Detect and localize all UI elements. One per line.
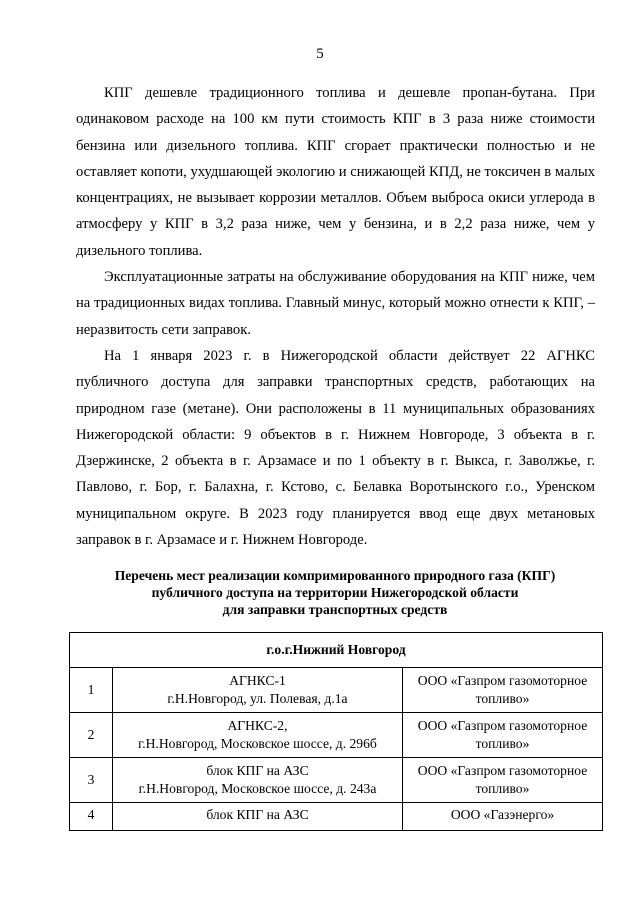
city-header: г.о.г.Нижний Новгород	[70, 633, 603, 668]
table-title	[60, 567, 610, 618]
table-row	[70, 758, 603, 803]
city-header-row	[70, 633, 603, 668]
station-cell	[113, 803, 403, 831]
station-name: АГНКС-2,	[227, 718, 288, 733]
table-row	[70, 803, 603, 831]
table-row	[70, 668, 603, 713]
station-cell	[113, 668, 403, 713]
table-row	[70, 713, 603, 758]
operator-cell	[403, 713, 603, 758]
row-number: 2	[70, 713, 113, 758]
operator-name: топливо»	[475, 781, 530, 796]
operator-name: топливо»	[475, 691, 530, 706]
station-cell	[113, 758, 403, 803]
row-number: 4	[70, 803, 113, 831]
operator-cell	[403, 758, 603, 803]
table-title-line: публичного доступа на территории Нижегородской области	[151, 585, 519, 600]
paragraph: Эксплуатационные затраты на обслуживание оборудования на КПГ ниже, чем на традиционных видах топлива. Главный минус, который можно отнести к КПГ, – неразвитость сети заправок.	[76, 269, 595, 338]
row-number: 1	[70, 668, 113, 713]
station-name: АГНКС-1	[229, 673, 286, 688]
row-number: 3	[70, 758, 113, 803]
table-title-line: Перечень мест реализации компримированного природного газа (КПГ)	[114, 568, 556, 583]
station-name: блок КПГ на АЗС	[206, 763, 309, 778]
body-text	[76, 80, 595, 553]
operator-name: топливо»	[475, 736, 530, 751]
table-title-line: для заправки транспортных средств	[222, 602, 448, 617]
operator-name: ООО «Газпром газомоторное	[417, 673, 588, 688]
station-address: г.Н.Новгород, Московское шоссе, д. 296б	[138, 736, 377, 751]
operator-cell	[403, 803, 603, 831]
operator-name: ООО «Газпром газомоторное	[417, 763, 588, 778]
operator-name: ООО «Газпром газомоторное	[417, 718, 588, 733]
station-name: блок КПГ на АЗС	[206, 807, 309, 822]
station-cell	[113, 713, 403, 758]
paragraph: На 1 января 2023 г. в Нижегородской области действует 22 АГНКС публичного доступа для заправки транспортных средств, работающих на природном газе (метане). Они расположены в 11 муниципальных образованиях Нижегородской области: 9 объектов в г. Нижнем Новгороде, 3 объекта в г. Дзержинске, 2 объекта в г. Арзамасе и по 1 объекту в г. Выкса, г. Заволжье, г. Павлово, г. Бор, г. Балахна, г. Кстово, с. Белавка Воротынского г.о., Уренском муниципальном округе. В 2023 году планируется ввод еще двух метановых заправок в г. Арзамасе и г. Нижнем Новгороде.	[76, 347, 595, 549]
station-address: г.Н.Новгород, ул. Полевая, д.1а	[167, 691, 348, 706]
operator-name: ООО «Газэнерго»	[450, 807, 555, 822]
station-address: г.Н.Новгород, Московское шоссе, д. 243а	[138, 781, 377, 796]
paragraph: КПГ дешевле традиционного топлива и дешевле пропан-бутана. При одинаковом расходе на 100 км пути стоимость КПГ в 3 раза ниже стоимости бензина или дизельного топлива. КПГ сгорает практически полностью и не оставляет копоти, ухудшающей экологию и снижающей КПД, не токсичен в малых концентрациях, не вызывает коррозии металлов. Объем выброса окиси углерода в атмосферу у КПГ в 3,2 раза ниже, чем у бензина, и в 2,2 раза ниже, чем у дизельного топлива.	[76, 85, 595, 259]
stations-table	[69, 632, 603, 831]
operator-cell	[403, 668, 603, 713]
page-number: 5	[316, 46, 324, 62]
